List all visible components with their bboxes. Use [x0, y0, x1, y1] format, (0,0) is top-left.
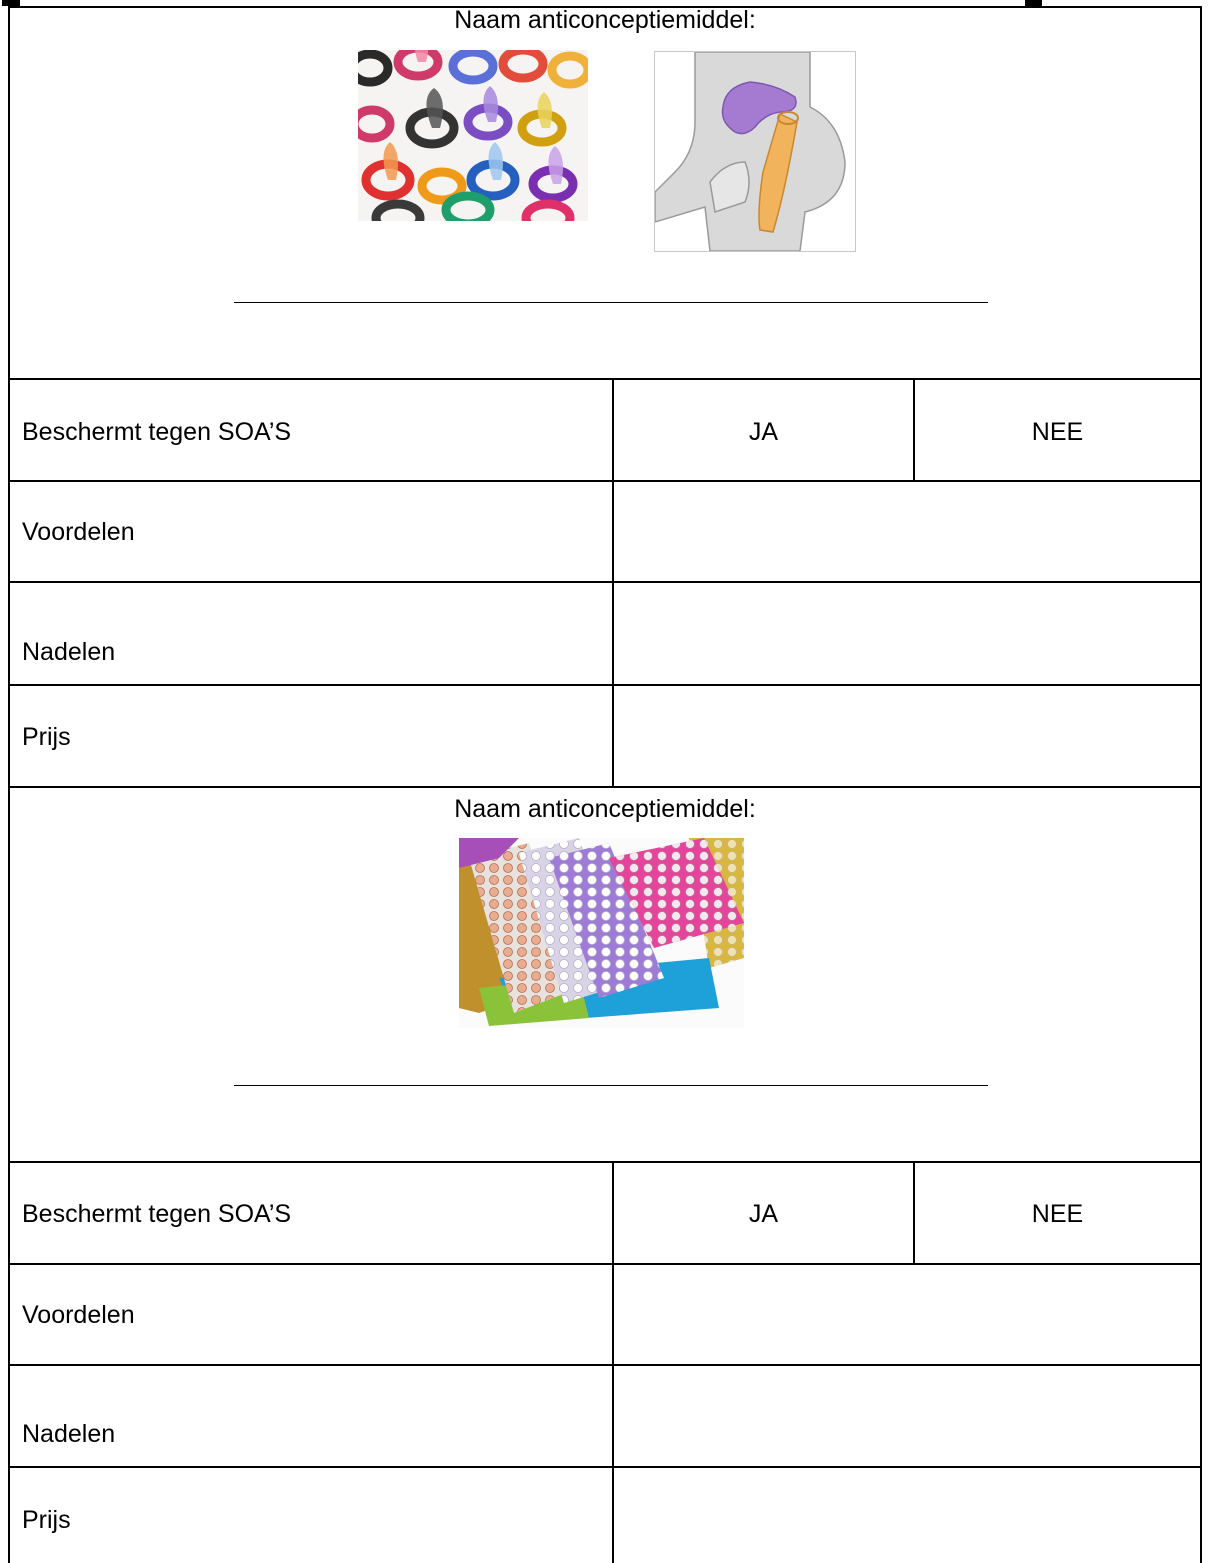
row-divider [8, 480, 1202, 482]
price-label: Prijs [22, 1506, 71, 1534]
name-label: Naam anticonceptiemiddel: [454, 6, 756, 34]
row-divider [8, 684, 1202, 686]
row-divider [8, 1263, 1202, 1265]
pill-strips-image [459, 838, 744, 1028]
table-left-border [8, 6, 10, 1563]
row-divider [8, 378, 1202, 380]
row-divider [8, 1161, 1202, 1163]
row-divider [8, 1466, 1202, 1468]
pros-label: Voordelen [22, 518, 135, 546]
cons-label: Nadelen [22, 1420, 116, 1448]
no-option[interactable]: NEE [1031, 418, 1084, 446]
row-divider [8, 581, 1202, 583]
soa-label: Beschermt tegen SOA’S [22, 418, 292, 446]
row-divider [8, 1364, 1202, 1366]
row-divider [8, 786, 1202, 788]
no-option[interactable]: NEE [1031, 1200, 1084, 1228]
condoms-image [358, 50, 588, 221]
price-label: Prijs [22, 723, 71, 751]
cons-label: Nadelen [22, 638, 116, 666]
female-condom-diagram [654, 51, 856, 252]
soa-label: Beschermt tegen SOA’S [22, 1200, 292, 1228]
yes-option[interactable]: JA [748, 1200, 779, 1228]
pros-label: Voordelen [22, 1301, 135, 1329]
table-right-border [1200, 6, 1202, 1563]
name-answer-line[interactable] [234, 1085, 988, 1086]
yes-option[interactable]: JA [748, 418, 779, 446]
name-answer-line[interactable] [234, 302, 988, 303]
name-label: Naam anticonceptiemiddel: [454, 795, 756, 823]
